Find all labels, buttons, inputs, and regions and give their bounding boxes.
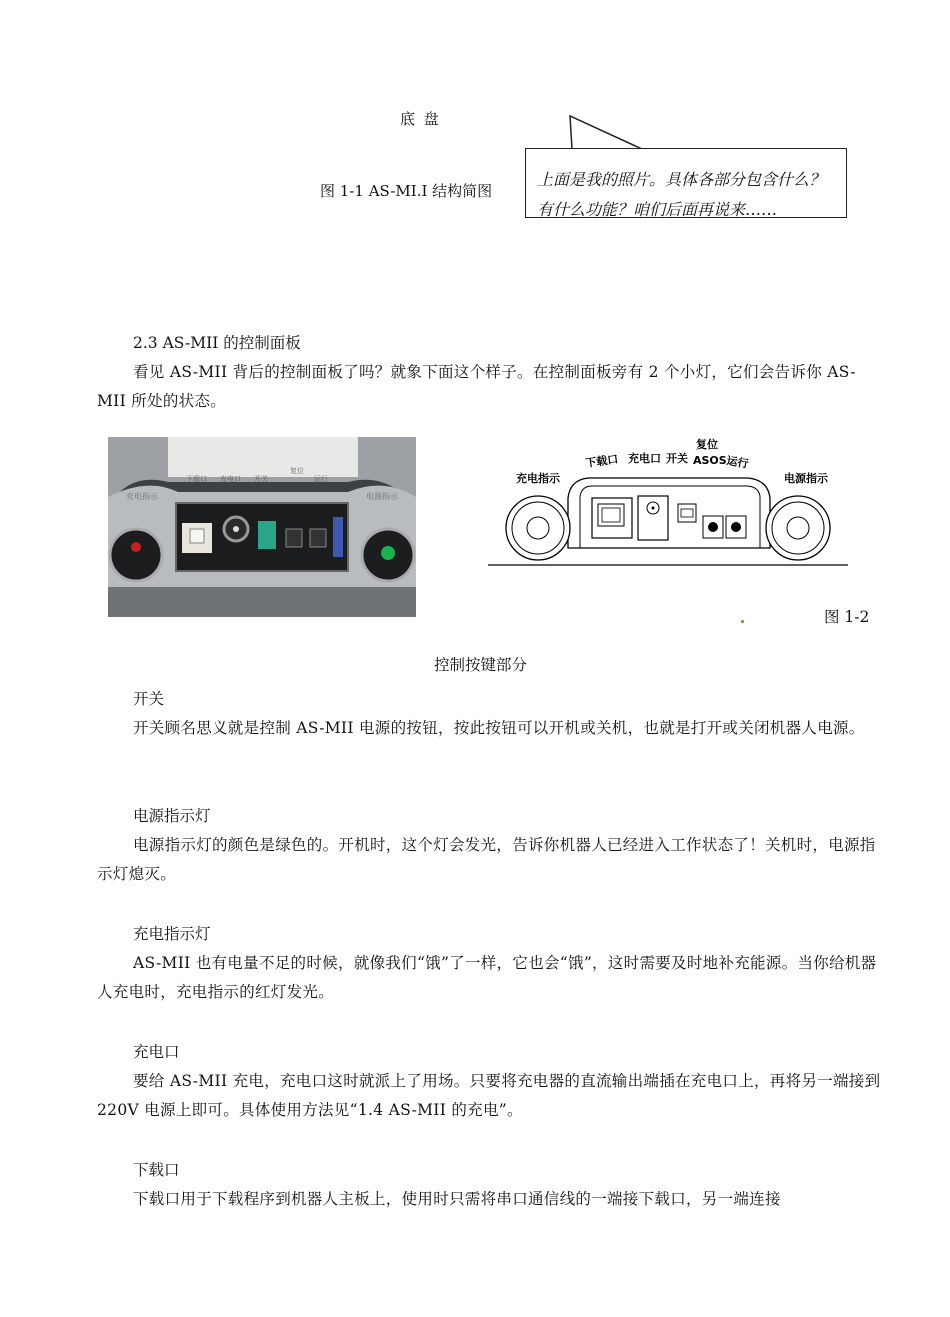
- figure-1-2-caption: 图 1-2: [824, 608, 870, 626]
- item-body-charge-indicator: AS-MII 也有电量不足的时候，就像我们“饿”了一样，它也会“饿”，这时需要及时地补充能源。当你给机器人充电时，充电指示的红灯发光。: [97, 954, 877, 1001]
- diagram-label-run: 运行: [725, 454, 750, 471]
- item-title-download-port: 下载口: [133, 1161, 180, 1179]
- photo-label-reset: 复位: [290, 467, 304, 475]
- photo-label-charge-port: 充电口: [220, 475, 241, 483]
- diagram-label-download: 下载口: [584, 452, 620, 470]
- speck-mark: [741, 620, 744, 623]
- diagram-label-switch: 开关: [666, 452, 688, 465]
- item-title-power-indicator: 电源指示灯: [133, 807, 211, 825]
- section-heading: 2.3 AS-MII 的控制面板: [133, 334, 301, 352]
- item-body-switch: 开关顾名思义就是控制 AS-MII 电源的按钮，按此按钮可以开机或关机，也就是打开或关闭机器人电源。: [133, 719, 865, 737]
- speech-bubble-text: 上面是我的照片。具体各部分包含什么？有什么功能？咱们后面再说来……: [537, 170, 826, 219]
- item-title-charge-indicator: 充电指示灯: [133, 925, 211, 943]
- item-title-switch: 开关: [133, 690, 165, 708]
- photo-label-charge-indicator: 充电指示: [126, 492, 158, 501]
- diagram-label-charge-indicator: 充电指示: [516, 472, 560, 485]
- control-panel-photo: [108, 437, 416, 617]
- photo-label-download: 下载口: [186, 475, 207, 483]
- control-panel-diagram: [488, 430, 848, 575]
- item-body-charge-port: 要给 AS-MII 充电，充电口这时就派上了用场。只要将充电器的直流输出端插在充电口上，再将另一端接到 220V 电源上即可。具体使用方法见“1.4 AS-MII 的充电”。: [97, 1072, 881, 1119]
- photo-label-power-indicator: 电源指示: [366, 492, 398, 501]
- figure-1-1-caption: 图 1-1 AS-MI.I 结构简图: [320, 182, 493, 200]
- diagram-label-reset: 复位: [696, 438, 718, 451]
- controls-caption: 控制按键部分: [434, 656, 528, 674]
- item-body-download-port: 下载口用于下载程序到机器人主板上，使用时只需将串口通信线的一端接下载口，另一端连接: [133, 1190, 781, 1208]
- diagram-label-charge-port: 充电口: [628, 452, 661, 465]
- photo-label-switch: 开关: [254, 475, 268, 483]
- item-body-power-indicator: 电源指示灯的颜色是绿色的。开机时，这个灯会发光，告诉你机器人已经进入工作状态了！关机时，电源指示灯熄灭。: [97, 836, 876, 883]
- chassis-label: 底 盘: [400, 110, 441, 128]
- photo-label-run: 运行: [314, 475, 328, 483]
- item-title-charge-port: 充电口: [133, 1043, 180, 1061]
- section-intro: 看见 AS-MII 背后的控制面板了吗？就象下面这个样子。在控制面板旁有 2 个小灯，它们会告诉你 AS-MII 所处的状态。: [97, 363, 856, 410]
- diagram-label-power-indicator: 电源指示: [784, 472, 828, 485]
- diagram-label-asos: ASOS: [693, 454, 727, 467]
